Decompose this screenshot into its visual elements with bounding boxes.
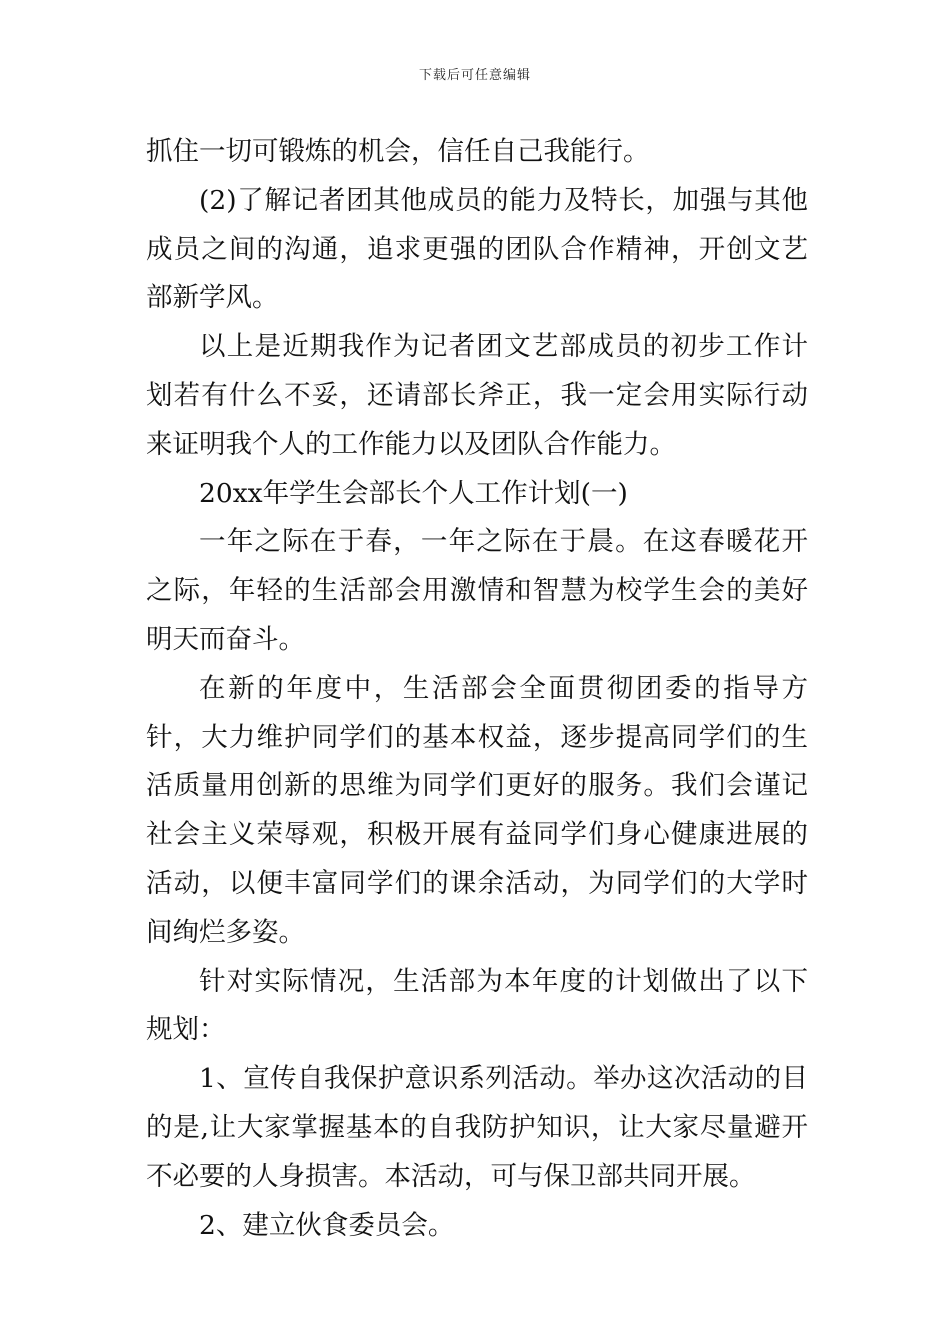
paragraph-1: 抓住一切可锻炼的机会，信任自己我能行。 [146,136,650,167]
section-heading: 20xx年学生会部长个人工作计划(一) [199,477,628,509]
paragraph-5: 一年之际在于春，一年之际在于晨。在这春暖花开之际，年轻的生活部会用激情和智慧为校学生会的美好明天而奋斗。 [146,526,808,655]
paragraph-6: 在新的年度中，生活部会全面贯彻团委的指导方针，大力维护同学们的基本权益，逐步提高同学们的生活质量用创新的思维为同学们更好的服务。我们会谨记社会主义荣辱观，积极开展有益同学们身心健康进展的活动，以便丰富同学们的课余活动，为同学们的大学时间绚烂多姿。 [146,672,808,948]
document-body [146,128,808,1250]
list-item-2: 2、建立伙食委员会。 [199,1209,455,1241]
paragraph-3: 以上是近期我作为记者团文艺部成员的初步工作计划若有什么不妥，还请部长斧正，我一定会用实际行动来证明我个人的工作能力以及团队合作能力。 [146,331,808,460]
paragraph-2: (2)了解记者团其他成员的能力及特长，加强与其他成员之间的沟通，追求更强的团队合作精神，开创文艺部新学风。 [146,184,808,314]
paragraph-7: 针对实际情况，生活部为本年度的计划做出了以下规划： [146,965,808,1046]
page-header: 下载后可任意编辑 [418,68,531,83]
list-item-1: 1、宣传自我保护意识系列活动。举办这次活动的目的是,让大家掌握基本的自我防护知识，让大家尽量避开不必要的人身损害。本活动，可与保卫部共同开展。 [146,1063,808,1192]
